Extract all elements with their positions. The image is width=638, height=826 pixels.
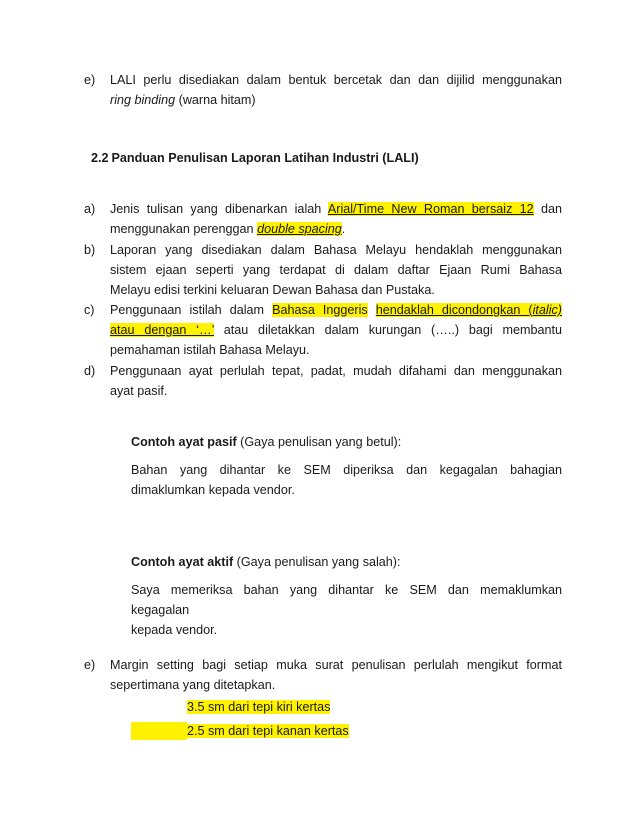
list-label: e) — [84, 658, 96, 672]
text-line: Penggunaan ayat perlulah tepat, padat, mudah difahami dan menggunakan — [110, 364, 562, 378]
list-label: b) — [84, 243, 96, 257]
text-line: sepertimana yang ditetapkan. — [110, 678, 276, 692]
list-item-d-passive — [84, 361, 562, 401]
text-fragment: . — [341, 222, 346, 236]
text-line: kepada vendor. — [131, 623, 218, 637]
section-title: Panduan Penulisan Laporan Latihan Industri (LALI) — [111, 151, 419, 165]
highlighted-text: atau dengan ‘…’ — [110, 323, 214, 337]
example-label: Contoh ayat pasif — [131, 435, 237, 449]
example-label: Contoh ayat aktif — [131, 555, 234, 569]
text-fragment: Penggunaan istilah dalam — [110, 303, 273, 317]
list-label: e) — [84, 73, 96, 87]
highlighted-text: hendaklah dicondongkan ( — [375, 303, 533, 317]
text-line: ayat pasif. — [110, 384, 168, 398]
example-active-body — [131, 580, 562, 640]
text-line: pemahaman istilah Bahasa Melayu. — [110, 343, 310, 357]
text-line: Saya memeriksa bahan yang dihantar ke SEM dan memaklumkan kegagalan — [131, 583, 562, 617]
highlighted-italic-text: double spacing — [257, 222, 342, 236]
example-active-heading — [131, 552, 562, 572]
example-passive-body — [131, 460, 562, 500]
text-line: Melayu edisi terkini keluaran Dewan Bahasa dan Pustaka. — [110, 283, 435, 297]
text-fragment: (Gaya penulisan yang salah): — [233, 555, 401, 569]
text-line: LALI perlu disediakan dalam bentuk bercetak dan dan dijilid menggunakan — [110, 73, 562, 87]
list-item-e-binding — [84, 70, 562, 110]
highlight-band — [131, 722, 187, 740]
text-fragment: (Gaya penulisan yang betul): — [236, 435, 402, 449]
text-fragment: atau diletakkan dalam kurungan (…..) bagi membantu — [213, 323, 562, 337]
section-number: 2.2 — [91, 151, 109, 165]
list-item-c-terms — [84, 300, 562, 360]
text-fragment: dan — [533, 202, 563, 216]
text-fragment: menggunakan perenggan — [110, 222, 258, 236]
margin-right-spec — [187, 721, 349, 741]
list-label: a) — [84, 202, 96, 216]
list-item-a-font — [84, 199, 563, 239]
list-item-e-margin — [84, 655, 562, 695]
list-label: c) — [84, 303, 95, 317]
text-line: sistem ejaan seperti yang terdapat di dalam daftar Ejaan Rumi Bahasa — [110, 263, 562, 277]
highlighted-text: Bahasa Inggeris — [272, 303, 368, 317]
text-line: Bahan yang dihantar ke SEM diperiksa dan kegagalan bahagian — [131, 463, 562, 477]
text-line: Margin setting bagi setiap muka surat penulisan perlulah mengikut format — [110, 658, 562, 672]
highlighted-text: Arial/Time New Roman bersaiz 12 — [327, 202, 534, 216]
highlighted-text: 2.5 sm dari tepi kanan kertas — [187, 724, 349, 738]
list-item-b-spelling — [84, 240, 562, 300]
text-line: dimaklumkan kepada vendor. — [131, 483, 295, 497]
list-label: d) — [84, 364, 96, 378]
text-line: Laporan yang disediakan dalam Bahasa Melayu hendaklah menggunakan — [110, 243, 562, 257]
example-passive-heading — [131, 432, 562, 452]
highlighted-italic-text: italic) — [532, 303, 562, 317]
italic-term: ring binding — [110, 93, 176, 107]
highlighted-text: 3.5 sm dari tepi kiri kertas — [187, 700, 331, 714]
section-heading — [91, 148, 419, 168]
text-fragment: (warna hitam) — [175, 93, 256, 107]
text-fragment: Jenis tulisan yang dibenarkan ialah — [110, 202, 328, 216]
margin-left-spec — [187, 697, 330, 717]
